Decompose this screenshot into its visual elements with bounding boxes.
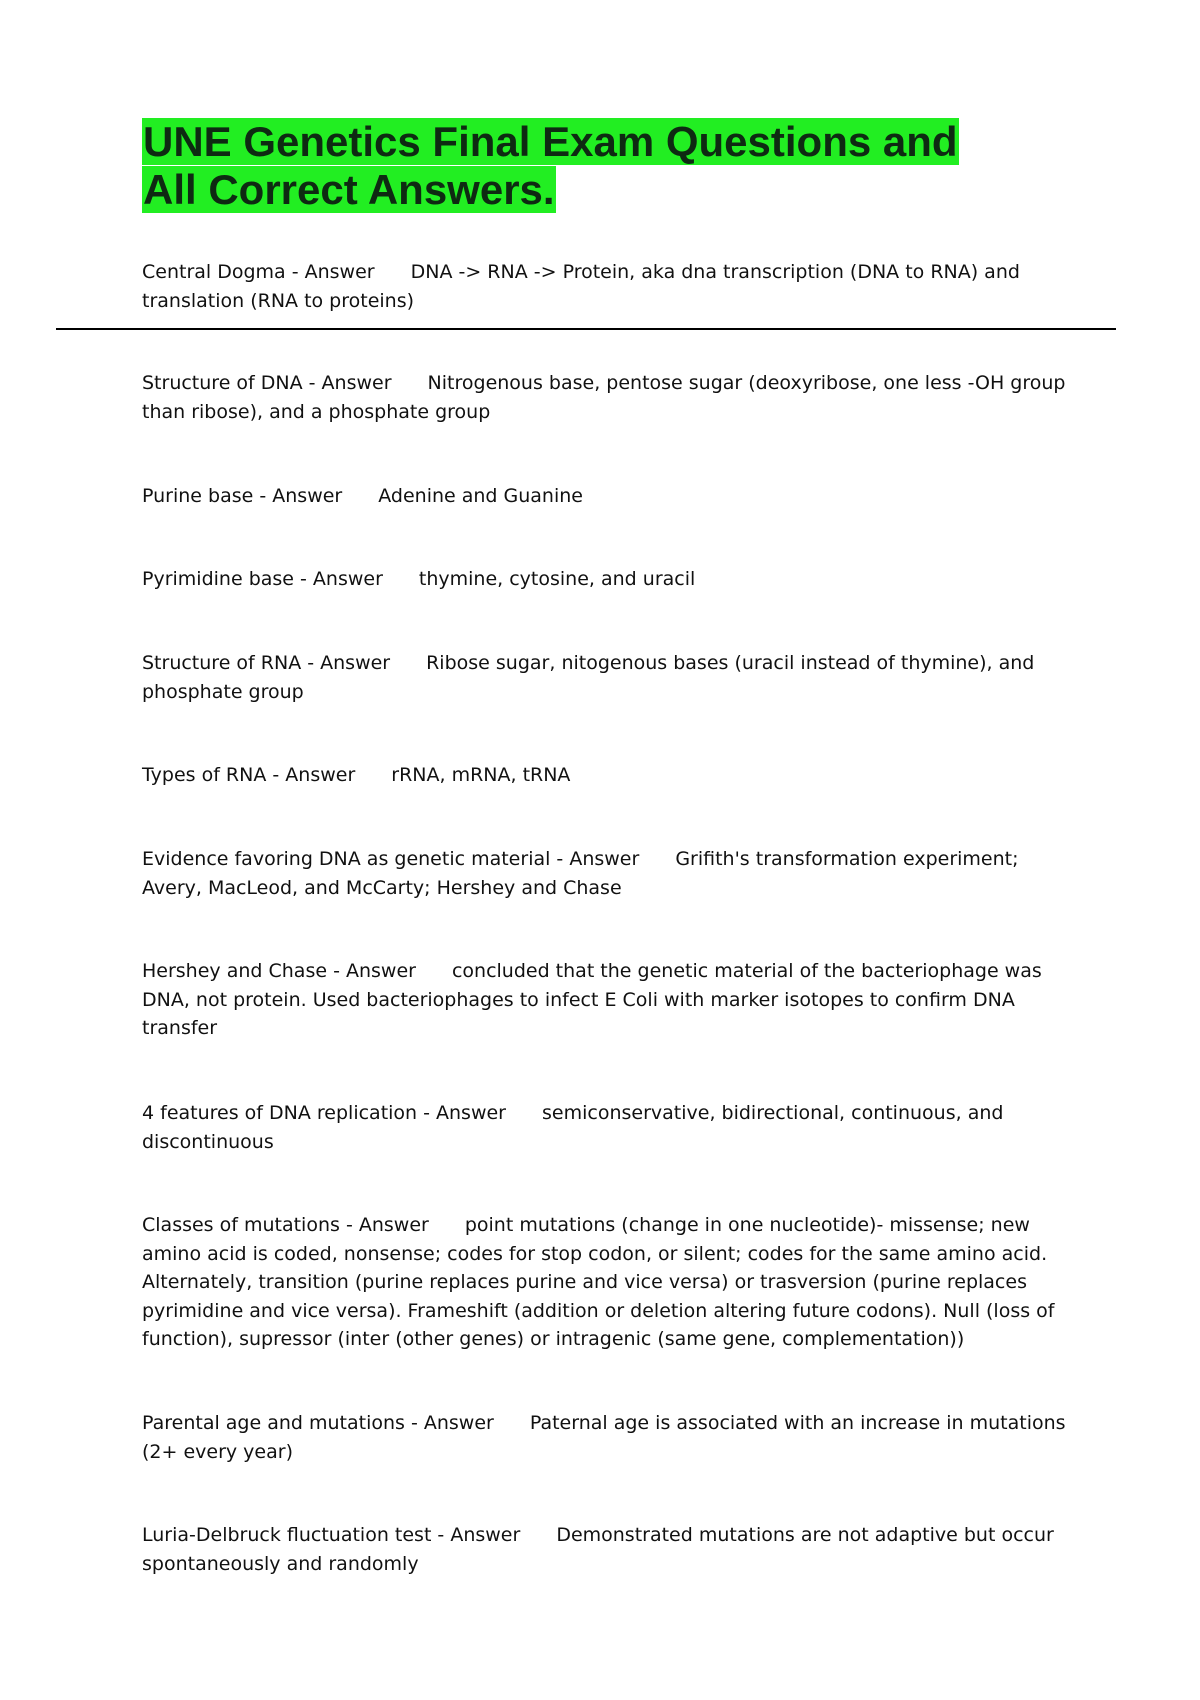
answer-text: Nitrogenous base, pentose sugar (deoxyribose, one less -OH group than ribose), and a phosphate group (142, 372, 1066, 423)
answer-text: Adenine and Guanine (378, 485, 583, 507)
qa-item-purine-base (142, 482, 1072, 511)
title-highlight: UNE Genetics Final Exam Questions and All Correct Answers. (143, 118, 958, 213)
qa-item-dna-replication-features (142, 1099, 1072, 1156)
qa-item-types-of-rna (142, 761, 1072, 790)
question-text: Types of RNA - Answer (142, 764, 356, 786)
qa-item-structure-of-rna (142, 649, 1072, 706)
qa-item-evidence-dna-genetic-material (142, 845, 1072, 902)
answer-text: point mutations (change in one nucleotide)- missense; new amino acid is coded, nonsense; codes for stop codon, or silent; codes for the same amino acid. Alternately, transition (purine replaces purine and vice versa) or trasversion (purine replaces pyrimidine and vice versa). Frameshift (addition or deletion altering future codons). Null (loss of function), supressor (inter (other genes) or intragenic (same gene, complementation)) (142, 1214, 1055, 1350)
qa-item-structure-of-dna (142, 369, 1072, 426)
answer-text: DNA -> RNA -> Protein, aka dna transcription (DNA to RNA) and translation (RNA to proteins) (142, 261, 1020, 312)
question-text: Parental age and mutations - Answer (142, 1412, 494, 1434)
question-text: Luria-Delbruck fluctuation test - Answer (142, 1524, 521, 1546)
horizontal-divider (56, 328, 1116, 330)
answer-text: Ribose sugar, nitogenous bases (uracil instead of thymine), and phosphate group (142, 652, 1035, 703)
answer-text: Paternal age is associated with an increase in mutations (2+ every year) (142, 1412, 1066, 1463)
question-text: Evidence favoring DNA as genetic material - Answer (142, 848, 640, 870)
answer-text: Grifith's transformation experiment; Avery, MacLeod, and McCarty; Hershey and Chase (142, 848, 1019, 899)
qa-item-parental-age-mutations (142, 1409, 1072, 1466)
page-title (142, 118, 1002, 214)
qa-item-pyrimidine-base (142, 565, 1072, 594)
question-text: Classes of mutations - Answer (142, 1214, 429, 1236)
answer-text: Demonstrated mutations are not adaptive but occur spontaneously and randomly (142, 1524, 1054, 1575)
question-text: Central Dogma - Answer (142, 261, 375, 283)
answer-text: thymine, cytosine, and uracil (418, 568, 696, 590)
qa-item-hershey-and-chase (142, 957, 1072, 1043)
question-text: 4 features of DNA replication - Answer (142, 1102, 506, 1124)
answer-text: concluded that the genetic material of the bacteriophage was DNA, not protein. Used bacteriophages to infect E Coli with marker isotopes to confirm DNA transfer (142, 960, 1042, 1039)
question-text: Pyrimidine base - Answer (142, 568, 383, 590)
question-text: Structure of DNA - Answer (142, 372, 392, 394)
question-text: Hershey and Chase - Answer (142, 960, 416, 982)
qa-item-luria-delbruck-test (142, 1521, 1072, 1578)
question-text: Structure of RNA - Answer (142, 652, 391, 674)
answer-text: rRNA, mRNA, tRNA (391, 764, 571, 786)
answer-text: semiconservative, bidirectional, continuous, and discontinuous (142, 1102, 1004, 1153)
qa-item-central-dogma (142, 258, 1072, 315)
question-text: Purine base - Answer (142, 485, 343, 507)
qa-item-classes-of-mutations (142, 1211, 1072, 1354)
